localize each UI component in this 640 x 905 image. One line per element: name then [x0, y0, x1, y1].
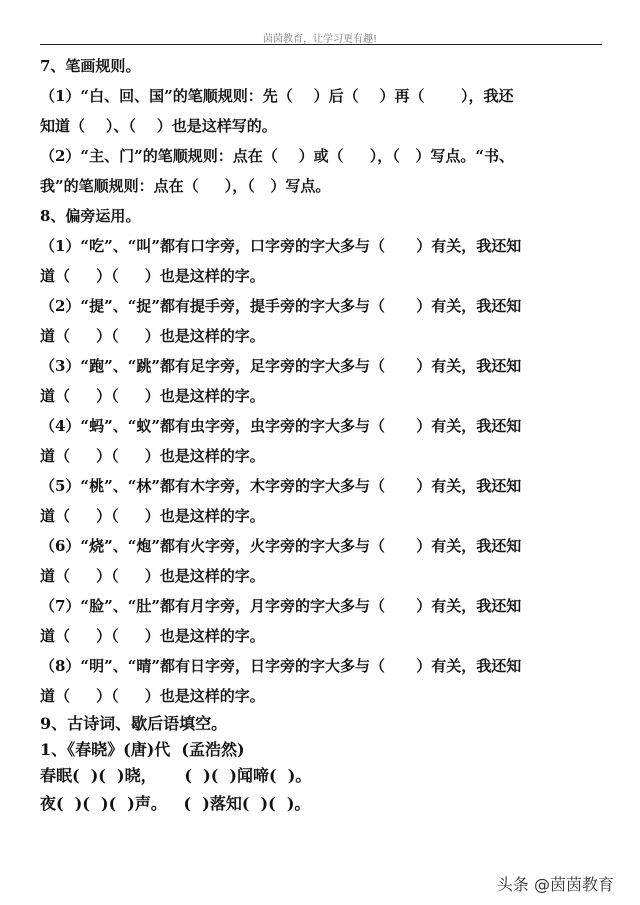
exercise-line: （7）“脸”、“肚”都有月字旁，月字旁的字大多与（ ）有关，我还知 [40, 597, 522, 615]
exercise-line: 道（ ）（ ）也是这样的字。 [40, 627, 265, 645]
exercise-line: （8）“明”、“晴”都有日字旁，日字旁的字大多与（ ）有关，我还知 [40, 657, 522, 675]
header-divider [40, 44, 602, 45]
exercise-line: （1）“白、回、国”的笔顺规则：先（ ）后（ ）再（ ），我还 [40, 87, 514, 105]
exercise-line: 我”的笔顺规则：点在（ ），（ ）写点。 [40, 177, 331, 195]
poem-line: 春眠( )( )晓， ( )( )闻啼( )。 [40, 766, 312, 785]
exercise-line: （6）“烧”、“炮”都有火字旁，火字旁的字大多与（ ）有关，我还知 [40, 537, 522, 555]
exercise-line: 道（ ）（ ）也是这样的字。 [40, 267, 265, 285]
poem-title: 1、《春晓》(唐)代 (孟浩然) [40, 740, 245, 759]
section-7-title: 7、笔画规则。 [40, 57, 141, 75]
exercise-line: （3）“跑”、“跳”都有足字旁，足字旁的字大多与（ ）有关，我还知 [40, 357, 522, 375]
exercise-line: （1）“吃”、“叫”都有口字旁，口字旁的字大多与（ ）有关，我还知 [40, 237, 522, 255]
exercise-line: （5）“桃”、“林”都有木字旁，木字旁的字大多与（ ）有关，我还知 [40, 477, 522, 495]
section-8-title: 8、偏旁运用。 [40, 207, 141, 225]
exercise-line: （2）“提”、“捉”都有提手旁，提手旁的字大多与（ ）有关，我还知 [40, 297, 522, 315]
exercise-line: 知道（ ）、（ ）也是这样写的。 [40, 117, 277, 135]
exercise-line: （2）“主、门”的笔顺规则：点在（ ）或（ ），（ ）写点。“书、 [40, 147, 514, 165]
exercise-line: 道（ ）（ ）也是这样的字。 [40, 327, 265, 345]
exercise-line: 道（ ）（ ）也是这样的字。 [40, 507, 265, 525]
poem-line: 夜( )( )( )声。 ( )落知( )( )。 [40, 794, 311, 813]
source-watermark: 头条 @茵茵教育 [496, 875, 614, 894]
exercise-line: 道（ ）（ ）也是这样的字。 [40, 567, 265, 585]
exercise-line: 道（ ）（ ）也是这样的字。 [40, 687, 265, 705]
header-slogan: 茵茵教育，让学习更有趣! [262, 34, 377, 45]
exercise-line: 道（ ）（ ）也是这样的字。 [40, 447, 265, 465]
exercise-line: （4）“蚂”、“蚁”都有虫字旁，虫字旁的字大多与（ ）有关，我还知 [40, 417, 522, 435]
section-9-title: 9、古诗词、歇后语填空。 [40, 714, 228, 733]
exercise-line: 道（ ）（ ）也是这样的字。 [40, 387, 265, 405]
